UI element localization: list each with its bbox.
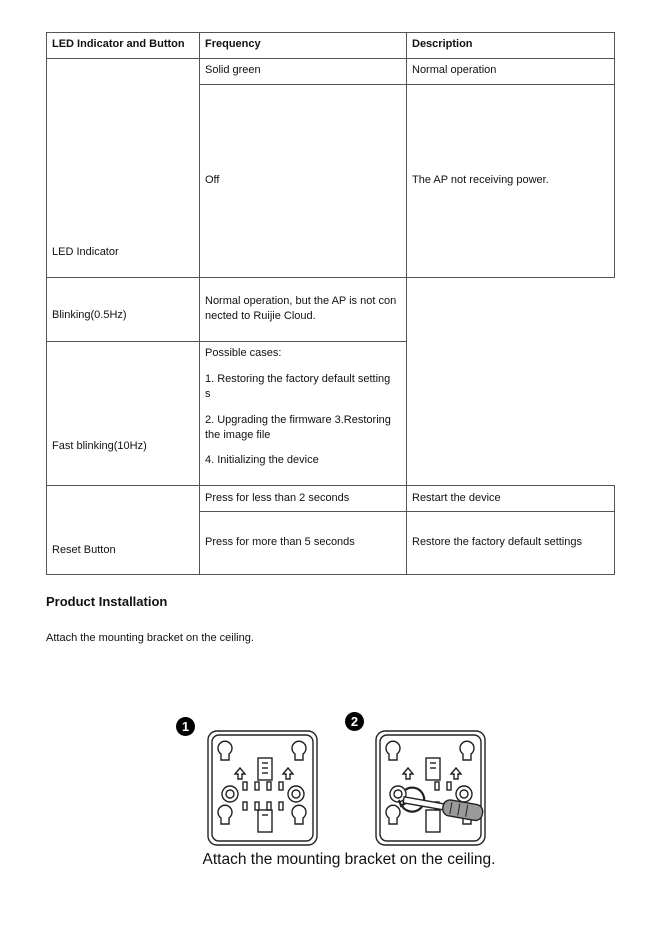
- possible-cases-label: Possible cases:: [205, 347, 282, 359]
- mounting-bracket-illustration-2: [373, 728, 498, 848]
- off-description: The AP not receiving power.: [412, 174, 549, 186]
- header-description: Description: [412, 38, 473, 50]
- short-press-frequency: Press for less than 2 seconds: [205, 492, 350, 504]
- step-1-badge: 1: [176, 717, 195, 736]
- case-4: 4. Initializing the device: [205, 454, 319, 466]
- long-press-frequency: Press for more than 5 seconds: [205, 536, 355, 548]
- fast-blinking-label: Fast blinking(10Hz): [52, 440, 147, 452]
- short-press-description: Restart the device: [412, 492, 501, 504]
- case-1-line-2: s: [205, 388, 211, 400]
- blinking-label: Blinking(0.5Hz): [52, 309, 127, 321]
- long-press-description: Restore the factory default settings: [412, 536, 582, 548]
- step-2-badge: 2: [345, 712, 364, 731]
- figure-caption: Attach the mounting bracket on the ceiling.: [202, 851, 496, 868]
- led-indicator-label: LED Indicator: [52, 246, 119, 258]
- reset-button-label: Reset Button: [52, 544, 116, 556]
- solid-green-frequency: Solid green: [205, 64, 261, 76]
- header-led-indicator-and-button: LED Indicator and Button: [52, 38, 185, 50]
- section-heading: Product Installation: [46, 594, 168, 609]
- case-2-line-2: the image file: [205, 429, 271, 441]
- case-2-line-1: 2. Upgrading the firmware 3.Restoring: [205, 414, 391, 426]
- mounting-bracket-illustration-1: [205, 728, 320, 848]
- header-frequency: Frequency: [205, 38, 261, 50]
- blinking-frequency-line-2: nected to Ruijie Cloud.: [205, 310, 316, 322]
- off-frequency: Off: [205, 174, 220, 186]
- section-intro: Attach the mounting bracket on the ceiling.: [46, 632, 254, 644]
- case-1-line-1: 1. Restoring the factory default setting: [205, 373, 391, 385]
- blinking-frequency-line-1: Normal operation, but the AP is not con: [205, 295, 397, 307]
- solid-green-description: Normal operation: [412, 64, 497, 76]
